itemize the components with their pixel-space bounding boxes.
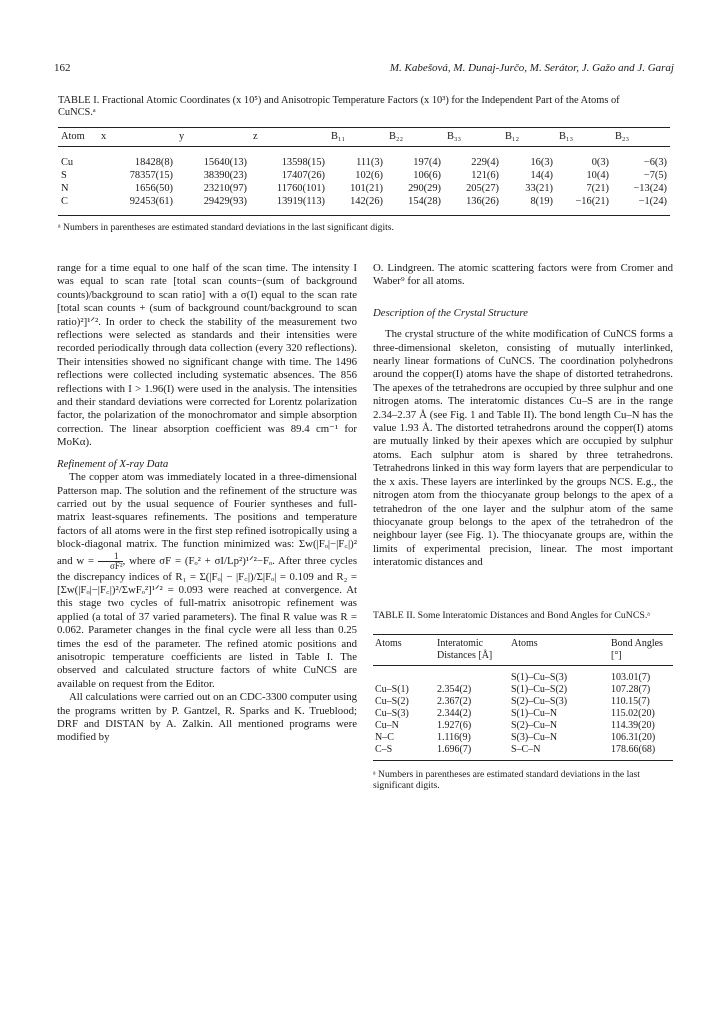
table1-cell: 29429(93) bbox=[176, 195, 250, 216]
weight-fraction bbox=[98, 552, 123, 571]
table1-row bbox=[58, 147, 670, 170]
table2-header-row bbox=[373, 634, 673, 665]
table2-header: Atoms bbox=[509, 634, 609, 665]
table2-cell: 110.15(7) bbox=[611, 695, 650, 707]
table1-cell: 121(6) bbox=[471, 170, 499, 181]
table1-header: z bbox=[250, 128, 328, 147]
body-paragraph: The crystal structure of the white modification of CuNCS forms a three-dimensional skeleton, consisting of mutually interlinked, nearly linear formations of CuNCS. The coordination polyhedrons around the copper(I) atoms have the shape of distorted tetrahedrons. The apexes of the tetrahedrons are occupied by three sulphur and one nitrogen atoms. The interatomic distances Cu–S are in the range 2.34–2.37 Å (see Fig. 1 and Table II). The bond length Cu–N has the value 1.93 Å. The distorted tetrahedrons around the copper(I) atoms are mutually linked by their apexes which are occupied by sulphur atoms. Each sulphur atom is shared by three tetrahedrons. Tetrahedrons linked in this way form layers that are perpendicular to the x axis. These layers are interlinked by the groups NCS. E.g., the nitrogen atom from the thiocyanate group belongs to the apex of a tetrahedron of the one layer and the sulphur atom of the same thiocyanate group belongs to the apex of the tetrahedron of the neighbour layer (see Fig. 1). The thiocyanate groups are, within the limits of experimental precision, linear. The most important interatomic distances and bbox=[373, 328, 673, 569]
table1-cell: 13919(113) bbox=[250, 195, 328, 216]
table1-header: Atom bbox=[58, 128, 98, 147]
table1-row bbox=[58, 195, 670, 216]
table1-cell: 106(6) bbox=[413, 170, 441, 181]
table1-cell: 111(3) bbox=[356, 157, 383, 168]
table1-cell: 101(21) bbox=[350, 183, 383, 194]
table1-cell: 0(3) bbox=[591, 157, 609, 168]
table2-cell: S(1)–Cu–N bbox=[511, 707, 558, 719]
table2-caption: TABLE II. Some Interatomic Distances and Bond Angles for CuNCS.ᵃ bbox=[373, 609, 650, 621]
table2-row bbox=[373, 732, 673, 744]
table1-header: B₁₁ bbox=[328, 128, 386, 147]
table2-cell bbox=[373, 665, 435, 684]
table1-cell: 38390(23) bbox=[203, 170, 247, 181]
body-paragraph: range for a time equal to one half of the scan time. The intensity I was equal to scan rate [total scan counts−(sum of background counts)/background to scan ratio] with a σ(I) equal to the scan rate [total scan counts + (sum of background count/background to scan ratio)²]¹ᐟ². In order to check the stability of the measurement two reflections were selected as standards and their intensities were recorded periodically through data collection (every 320 reflections). Their intensities showed no significant change with time. The 1496 reflections were collected including systematic absences. The 856 reflections with I > 1.96(I) were used in the analysis. The intensities and their standard deviations were corrected for Lorentz polarization factor, the polarization of the monochromator and simple absorption correction. The linear absorption coefficient was 89.4 cm⁻¹ for MoKα). bbox=[57, 262, 357, 449]
table2-row bbox=[373, 665, 673, 684]
table1-header: y bbox=[176, 128, 250, 147]
table2-cell: N–C bbox=[375, 731, 394, 743]
table2-cell: S(1)–Cu–S(2) bbox=[511, 683, 568, 695]
fraction-numerator: 1 bbox=[98, 552, 123, 562]
table1-cell: −7(5) bbox=[643, 170, 667, 181]
table2-row bbox=[373, 720, 673, 732]
table1-cell: 1656(50) bbox=[134, 183, 173, 194]
table1-cell: 14(4) bbox=[530, 170, 553, 181]
table1-cell: 16(3) bbox=[530, 157, 553, 168]
table1-cell: −13(24) bbox=[633, 183, 667, 194]
table2-cell: Cu–S(3) bbox=[375, 707, 409, 719]
table1-cell: 136(26) bbox=[444, 195, 502, 216]
body-paragraph bbox=[57, 471, 357, 691]
table1-cell: −16(21) bbox=[556, 195, 612, 216]
left-column bbox=[57, 262, 357, 745]
table1-cell: 154(28) bbox=[386, 195, 444, 216]
table2-cell: S(2)–Cu–S(3) bbox=[511, 695, 568, 707]
running-authors: M. Kabešová, M. Dunaj-Jurčo, M. Serátor, J. Gažo and J. Garaj bbox=[389, 62, 674, 74]
table1-header: B₃₃ bbox=[444, 128, 502, 147]
table1-cell: 229(4) bbox=[471, 157, 499, 168]
table2-row bbox=[373, 696, 673, 708]
table2-cell: C–S bbox=[373, 744, 435, 761]
table2-cell: 1.927(6) bbox=[437, 719, 472, 731]
right-column bbox=[373, 262, 673, 792]
table1-cell: Cu bbox=[61, 157, 74, 168]
table1 bbox=[58, 127, 670, 216]
table2-cell: Cu–S(1) bbox=[375, 683, 409, 695]
table1-header: B₂₃ bbox=[612, 128, 670, 147]
fraction-denominator: σF² bbox=[110, 560, 123, 571]
table2-cell: 103.01(7) bbox=[611, 671, 651, 683]
table1-cell: 102(6) bbox=[355, 170, 383, 181]
table1-cell: 17407(26) bbox=[281, 170, 325, 181]
table2-cell: 1.696(7) bbox=[435, 744, 509, 761]
table1-cell: 18428(8) bbox=[134, 157, 173, 168]
body-paragraph: O. Lindgreen. The atomic scattering factors were from Cromer and Waber⁹ for all atoms. bbox=[373, 262, 673, 288]
table2-cell: 2.344(2) bbox=[437, 707, 472, 719]
table1-cell: 10(4) bbox=[586, 170, 609, 181]
table1-cell: 23210(97) bbox=[203, 183, 247, 194]
table1-cell: N bbox=[61, 183, 69, 194]
table1-footnote: ᵃ Numbers in parentheses are estimated standard deviations in the last significant digits. bbox=[58, 222, 394, 233]
table1-cell: 7(21) bbox=[586, 183, 609, 194]
table1-header-row bbox=[58, 128, 670, 147]
paragraph-text: The copper atom was immediately located in a three-dimensional Patterson map. The solution and the refinement of the structure was carried out by the usual sequence of Fourier syntheses and full-matrix least-squares refinements. The positions and temperature factors of all atoms were in the first step refined isotropically using a block-diagonal matrix. The function minimized was: Σw(|Fₒ|−|F꜀|)² and w = bbox=[57, 471, 357, 567]
table1-row bbox=[58, 182, 670, 195]
section-heading: Refinement of X-ray Data bbox=[57, 457, 169, 470]
table2-cell: 1.116(9) bbox=[437, 731, 471, 743]
table1-header: x bbox=[98, 128, 176, 147]
table1-cell: 78357(15) bbox=[129, 170, 173, 181]
table2-row bbox=[373, 684, 673, 696]
table1-cell: 197(4) bbox=[413, 157, 441, 168]
paragraph-text: , where σF = (Fₒ² + σI/Lp²)¹ᐟ²−Fₒ. After three cycles the discrepancy indices of R₁ = Σ(|Fₒ| − |F꜀|)/Σ|Fₒ| = 0.109 and R₂ = [Σw(|Fₒ|−|F꜀|)²/ΣwFₒ²]¹ᐟ² = 0.093 were reached at convergence. At this stage two cycles of full-matrix anisotropic refinement was applied (a total of 37 varied parameters). The final R value was R = 0.062. Parameter changes in the final cycle were all less than 0.25 times the esd of the parameter. The refined atomic positions and anisotropic temperature coefficients are listed in Table I. The observed and calculated structure factors of white CuNCS are available on request from the Editor. bbox=[57, 554, 358, 690]
table1-cell: 8(19) bbox=[502, 195, 556, 216]
table2-header: Bond Angles [°] bbox=[609, 634, 673, 665]
table2-header: Atoms bbox=[373, 634, 435, 665]
table1-cell: 205(27) bbox=[466, 183, 499, 194]
table2-cell: 2.354(2) bbox=[437, 683, 472, 695]
table1-cell: S bbox=[61, 170, 67, 181]
table2-row bbox=[373, 708, 673, 720]
table1-cell: −6(3) bbox=[643, 157, 667, 168]
table2-cell bbox=[435, 665, 509, 684]
page-number: 162 bbox=[54, 62, 71, 74]
table2-cell: 107.28(7) bbox=[611, 683, 651, 695]
table2-row bbox=[373, 744, 673, 761]
table2-cell: Cu–N bbox=[375, 719, 399, 731]
table2-cell: S(2)–Cu–N bbox=[511, 719, 558, 731]
running-header bbox=[54, 62, 674, 78]
table2-cell: S–C–N bbox=[509, 744, 609, 761]
section-heading: Description of the Crystal Structure bbox=[373, 306, 528, 319]
body-paragraph: All calculations were carried out on an CDC-3300 computer using the programs written by P. Gantzel, R. Sparks and K. Trueblood; DRF and DISTAN by A. Zalkin. All mentioned programs were modified by bbox=[57, 691, 357, 744]
table1-header: B₂₂ bbox=[386, 128, 444, 147]
table1-cell: 142(26) bbox=[328, 195, 386, 216]
table2-cell: S(1)–Cu–S(3) bbox=[511, 671, 568, 683]
table1-header: B₁₂ bbox=[502, 128, 556, 147]
table2-cell: S(3)–Cu–N bbox=[511, 731, 558, 743]
table1-caption: TABLE I. Fractional Atomic Coordinates (x 10⁵) and Anisotropic Temperature Factors (x 10³) for the Independent Part of the Atoms of CuNCS.ᵃ bbox=[58, 95, 620, 118]
table1-cell: 13598(15) bbox=[281, 157, 325, 168]
table1-cell: 15640(13) bbox=[203, 157, 247, 168]
table1-cell: 290(29) bbox=[408, 183, 441, 194]
table2-cell: 2.367(2) bbox=[437, 695, 472, 707]
table2-cell: Cu–S(2) bbox=[375, 695, 409, 707]
table1-header: B₁₃ bbox=[556, 128, 612, 147]
table2-footnote: ᵃ Numbers in parentheses are estimated standard deviations in the last significant digits. bbox=[373, 768, 640, 792]
table1-cell: 11760(101) bbox=[276, 183, 325, 194]
table2-cell: 115.02(20) bbox=[611, 707, 655, 719]
table1-cell: 33(21) bbox=[525, 183, 553, 194]
table1-cell: 92453(61) bbox=[98, 195, 176, 216]
table1-row bbox=[58, 169, 670, 182]
table2-cell: 114.39(20) bbox=[611, 719, 655, 731]
table2 bbox=[373, 634, 673, 761]
table2-cell: 106.31(20) bbox=[611, 731, 656, 743]
table2-header: Interatomic Distances [Å] bbox=[435, 634, 509, 665]
table2-cell: 178.66(68) bbox=[609, 744, 673, 761]
table1-cell: C bbox=[58, 195, 98, 216]
table1-cell: −1(24) bbox=[612, 195, 670, 216]
